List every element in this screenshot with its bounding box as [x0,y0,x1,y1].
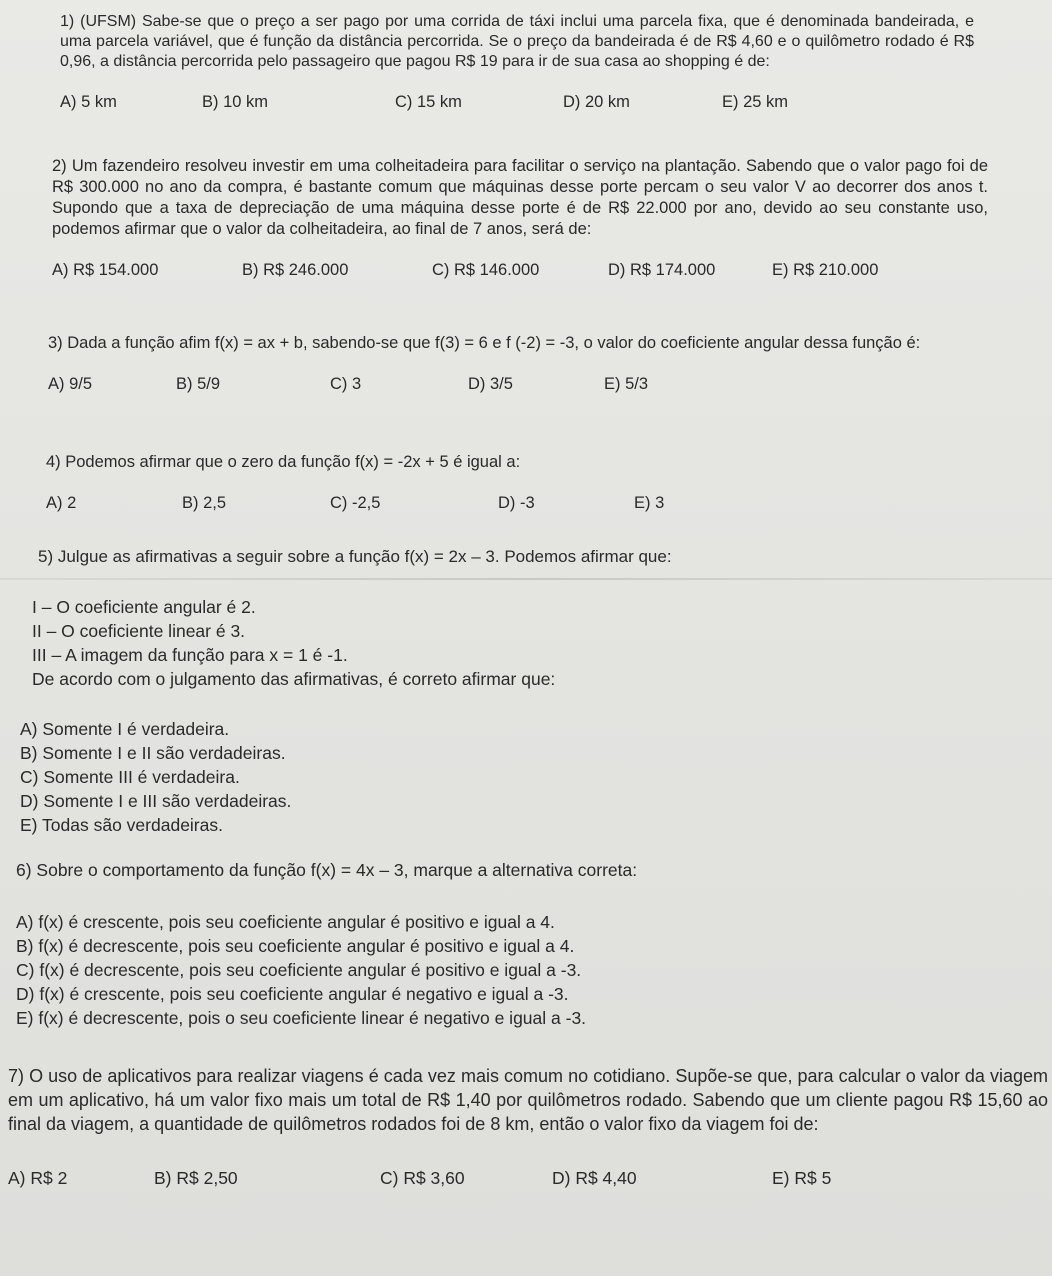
q3-option-d: D) 3/5 [468,375,513,393]
q4-option-e: E) 3 [634,494,665,512]
question-6-options [16,910,992,1030]
q4-option-a: A) 2 [46,494,77,512]
question-5 [38,546,992,567]
q2-option-a: A) R$ 154.000 [52,261,159,279]
q7-option-c: C) R$ 3,60 [380,1168,465,1188]
q2-option-d: D) R$ 174.000 [608,261,716,279]
question-2 [52,156,988,284]
q4-option-d: D) -3 [498,494,535,512]
q4-option-b: B) 2,5 [182,494,227,512]
question-2-options [52,260,988,284]
q5-statement-2: II – O coeficiente linear é 3. [32,621,246,641]
q3-option-e: E) 5/3 [604,375,649,393]
question-4-stem: 4) Podemos afirmar que o zero da função f(x) = -2x + 5 é igual a: [46,453,521,471]
question-1-stem: 1) (UFSM) Sabe-se que o preço a ser pago por uma corrida de táxi inclui uma parcela fixa, que é denominada bandeirada, e uma parcela variável, que é função da distância percorrida. Se o preço da bandeirada é de R$ 4,60 e o quilômetro rodado é R$ 0,96, a distância percorrida pelo passageiro que pagou R$ 19 para ir de sua casa ao shopping é de: [60,13,974,70]
q5-option-e: E) Todas são verdadeiras. [20,815,223,835]
question-7-options [8,1166,1048,1190]
q5-option-d: D) Somente I e III são verdadeiras. [20,791,292,811]
question-5-stem: 5) Julgue as afirmativas a seguir sobre a função f(x) = 2x – 3. Podemos afirmar que: [38,547,672,566]
q2-option-e: E) R$ 210.000 [772,261,879,279]
q6-option-b: B) f(x) é decrescente, pois seu coeficiente angular é positivo e igual a 4. [16,936,575,956]
q5-option-b: B) Somente I e II são verdadeiras. [20,743,286,763]
q1-option-b: B) 10 km [202,93,269,111]
q4-option-c: C) -2,5 [330,494,381,512]
q2-option-c: C) R$ 146.000 [432,261,540,279]
paper-fold-line [0,578,1052,580]
question-3-options [48,374,994,398]
question-2-stem: 2) Um fazendeiro resolveu investir em uma colheitadeira para facilitar o serviço na plantação. Sabendo que o valor pago foi de R$ 300.000 no ano da compra, é bastante comum que máquinas desse porte percam o seu valor V ao decorrer dos anos t. Supondo que a taxa de depreciação de uma máquina desse porte é de R$ 22.000 por ano, devido ao seu constante uso, podemos afirmar que o valor da colheitadeira, ao final de 7 anos, será de: [52,157,988,238]
question-6 [16,860,992,881]
question-6-stem: 6) Sobre o comportamento da função f(x) = 4x – 3, marque a alternativa correta: [16,860,638,880]
q7-option-e: E) R$ 5 [772,1168,832,1188]
q2-option-b: B) R$ 246.000 [242,261,349,279]
question-7 [8,1064,1048,1190]
question-4-options [46,493,992,517]
q3-option-a: A) 9/5 [48,375,93,393]
question-3-stem: 3) Dada a função afim f(x) = ax + b, sabendo-se que f(3) = 6 e f (-2) = -3, o valor do coeficiente angular dessa função é: [48,334,921,352]
question-3 [48,333,994,398]
q7-option-a: A) R$ 2 [8,1168,68,1188]
q3-option-b: B) 5/9 [176,375,221,393]
q6-option-a: A) f(x) é crescente, pois seu coeficiente angular é positivo e igual a 4. [16,912,555,932]
q1-option-a: A) 5 km [60,93,117,111]
q6-option-c: C) f(x) é decrescente, pois seu coeficiente angular é positivo e igual a -3. [16,960,582,980]
q1-option-d: D) 20 km [563,93,630,111]
question-5-statements [32,595,992,691]
q1-option-e: E) 25 km [722,93,789,111]
q5-statement-1: I – O coeficiente angular é 2. [32,597,256,617]
q1-option-c: C) 15 km [395,93,462,111]
question-1 [60,12,974,116]
question-5-options [20,717,992,837]
q5-option-c: C) Somente III é verdadeira. [20,767,240,787]
q7-option-b: B) R$ 2,50 [154,1168,238,1188]
q6-option-d: D) f(x) é crescente, pois seu coeficiente angular é negativo e igual a -3. [16,984,569,1004]
q5-option-a: A) Somente I é verdadeira. [20,719,230,739]
question-4 [46,452,992,517]
q5-statement-3: III – A imagem da função para x = 1 é -1. [32,645,348,665]
question-1-options [60,92,974,116]
q5-prompt: De acordo com o julgamento das afirmativas, é correto afirmar que: [32,669,556,689]
question-7-stem: 7) O uso de aplicativos para realizar viagens é cada vez mais comum no cotidiano. Supõe-se que, para calcular o valor da viagem em um aplicativo, há um valor fixo mais um total de R$ 1,40 por quilômetros rodado. Sabendo que um cliente pagou R$ 15,60 ao final da viagem, a quantidade de quilômetros rodados foi de 8 km, então o valor fixo da viagem foi de: [8,1066,1048,1134]
q3-option-c: C) 3 [330,375,362,393]
q7-option-d: D) R$ 4,40 [552,1168,637,1188]
q6-option-e: E) f(x) é decrescente, pois o seu coeficiente linear é negativo e igual a -3. [16,1008,587,1028]
